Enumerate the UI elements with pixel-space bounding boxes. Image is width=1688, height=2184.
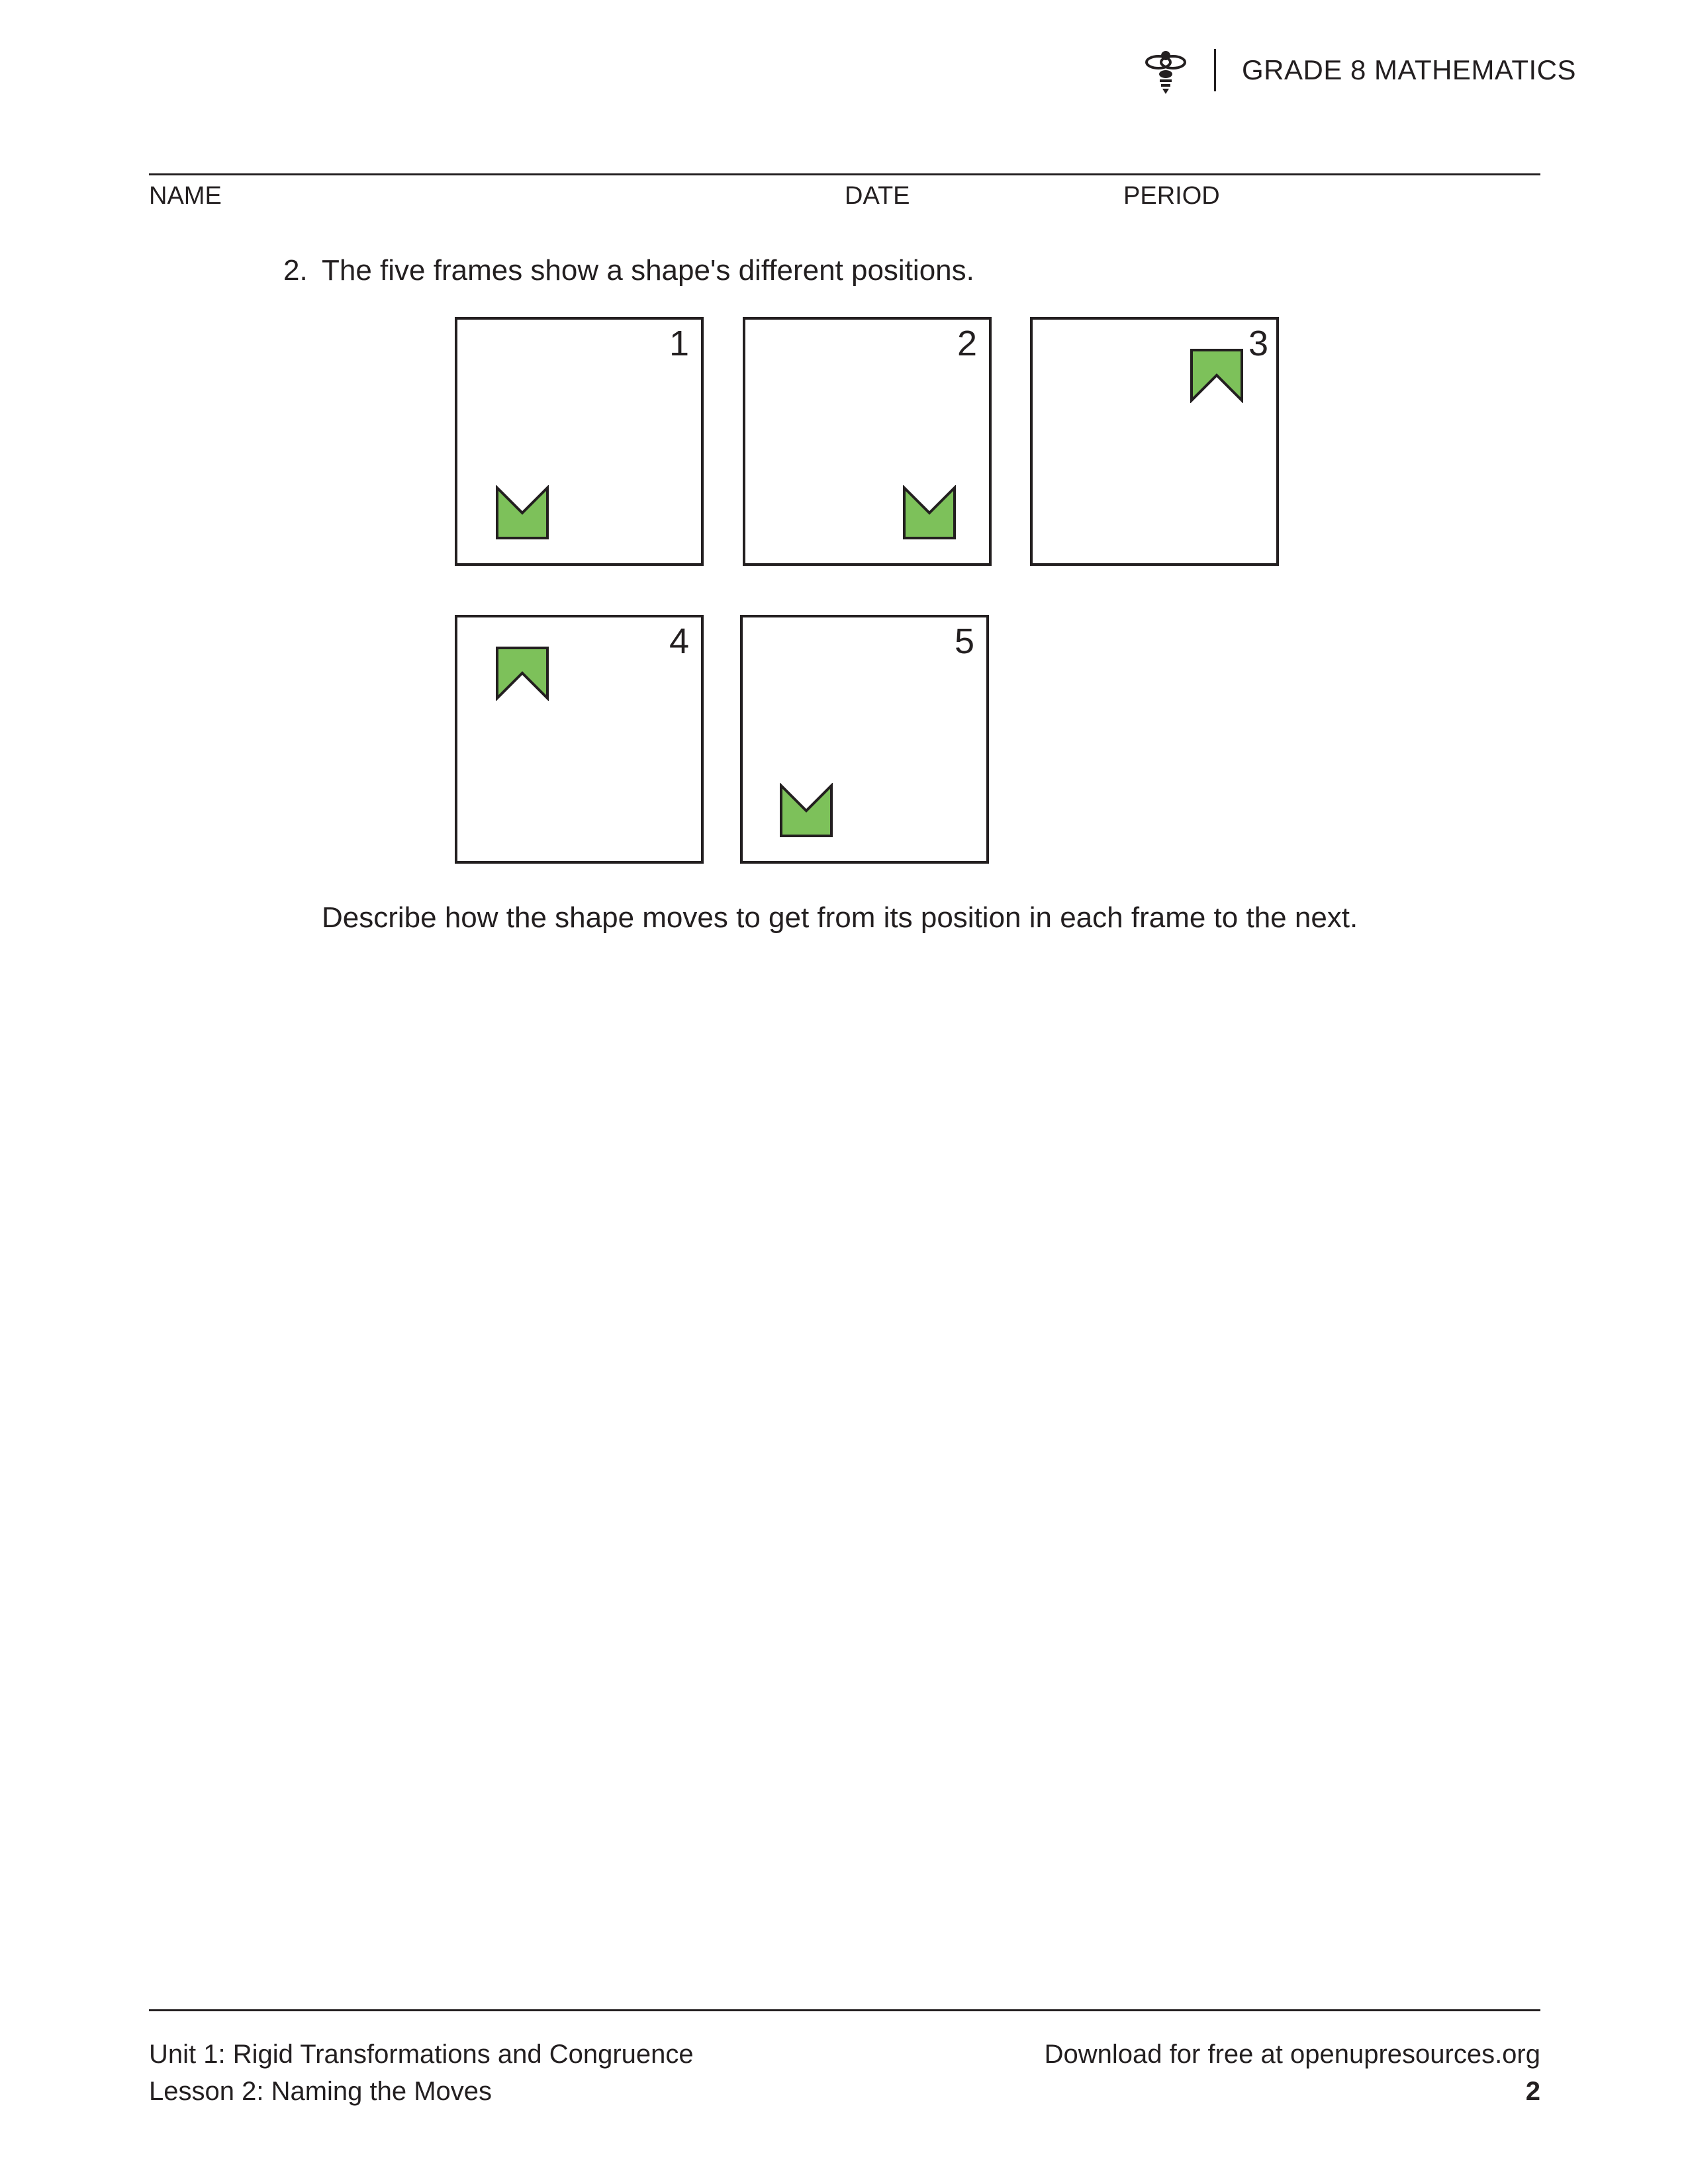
- period-label: PERIOD: [1123, 182, 1220, 210]
- notched-shape: [494, 645, 550, 701]
- frame-label: 2: [957, 324, 977, 363]
- frame-label: 1: [669, 324, 689, 363]
- header-divider: [1214, 49, 1216, 91]
- footer-download-link[interactable]: Download for free at openupresources.org: [1044, 2040, 1540, 2069]
- notched-shape: [902, 485, 957, 541]
- frame-5: [740, 615, 989, 864]
- notched-shape: [778, 783, 834, 839]
- footer-rule: [149, 2009, 1540, 2011]
- instruction-text: Describe how the shape moves to get from its position in each frame to the next.: [322, 901, 1358, 934]
- date-label: DATE: [845, 182, 910, 210]
- frame-4: [455, 615, 704, 864]
- page-number: 2: [1525, 2077, 1540, 2106]
- frame-1: [455, 317, 704, 566]
- question-number: 2.: [283, 254, 308, 287]
- name-label: NAME: [149, 182, 222, 210]
- footer-lesson: Lesson 2: Naming the Moves: [149, 2077, 492, 2106]
- frame-3: [1030, 317, 1279, 566]
- frame-2: [743, 317, 992, 566]
- question-prompt: The five frames show a shape's different positions.: [322, 254, 974, 287]
- bee-logo-icon: [1144, 48, 1188, 95]
- footer-unit: Unit 1: Rigid Transformations and Congruence: [149, 2040, 694, 2069]
- name-rule: [149, 173, 1540, 175]
- frame-label: 3: [1248, 324, 1268, 363]
- frame-label: 4: [669, 621, 689, 661]
- frame-label: 5: [954, 621, 974, 661]
- notched-shape: [1189, 347, 1244, 403]
- notched-shape: [494, 485, 550, 541]
- course-title: GRADE 8 MATHEMATICS: [1242, 54, 1576, 85]
